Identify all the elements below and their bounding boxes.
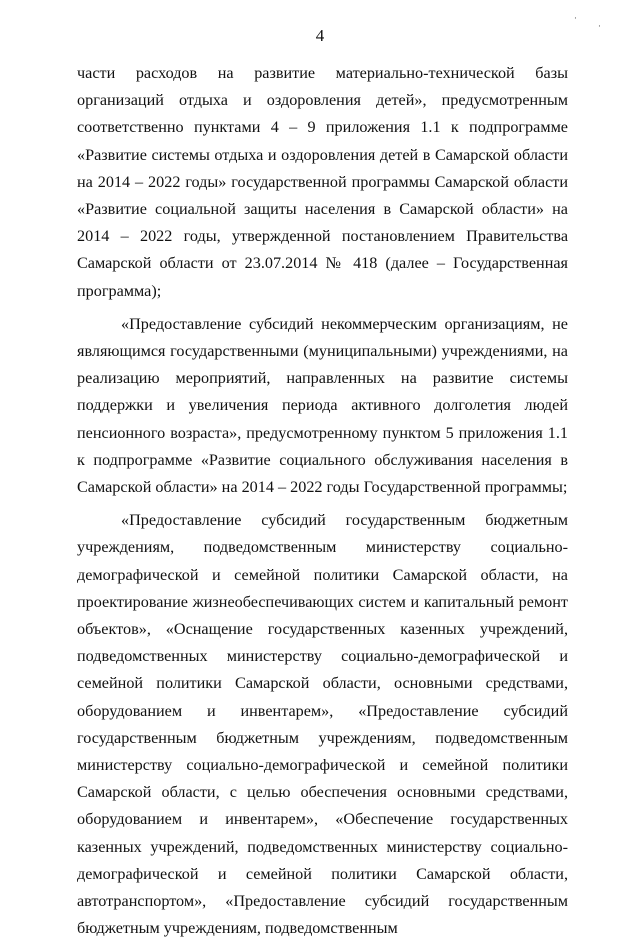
scan-speck: · (574, 14, 577, 24)
paragraph-3: «Предоставление субсидий государственным бюджетным учреждениям, подведомственным министерству социально-демографической и семейной политики Самарской области, на проектирование жизнеобеспечивающих систем и капитальный ремонт объектов», «Оснащение государственных казенных учреждений, подведомственных министерству социально-демографической и семейной политики Самарской области, основными средствами, оборудованием и инвентарем», «Предоставление субсидий государственным бюджетным учреждениям, подведомственным министерству социально-демографической и семейной политики Самарской области, с целью обеспечения основными средствами, оборудованием и инвентарем», «Обеспечение государственных казенных учреждений, подведомственных министерству социально-демографической и семейной политики Самарской области, автотранспортом», «Предоставление субсидий государственным бюджетным учреждениям, подведомственным (77, 511, 568, 938)
paragraph-1: части расходов на развитие материально-технической базы организаций отдыха и оздоровления детей», предусмотренным соответственно пунктами 4 – 9 приложения 1.1 к подпрограмме «Развитие системы отдыха и оздоровления детей в Самарской области на 2014 – 2022 годы» государственной программы Самарской области «Развитие социальной защиты населения в Самарской области» на 2014 – 2022 годы, утвержденной постановлением Правительства Самарской области от 23.07.2014 № 418 (далее – Государственная программа); (77, 64, 568, 300)
scan-speck: · (598, 22, 601, 32)
page-number: 4 (315, 26, 325, 45)
paragraph-2: «Предоставление субсидий некоммерческим организациям, не являющимся государственными (муниципальными) учреждениями, на реализацию мероприятий, направленных на развитие системы поддержки и увеличения периода активного долголетия людей пенсионного возраста», предусмотренному пунктом 5 приложения 1.1 к подпрограмме «Развитие социального обслуживания населения в Самарской области» на 2014 – 2022 годы Государственной программы; (77, 314, 568, 497)
document-body (77, 60, 568, 949)
